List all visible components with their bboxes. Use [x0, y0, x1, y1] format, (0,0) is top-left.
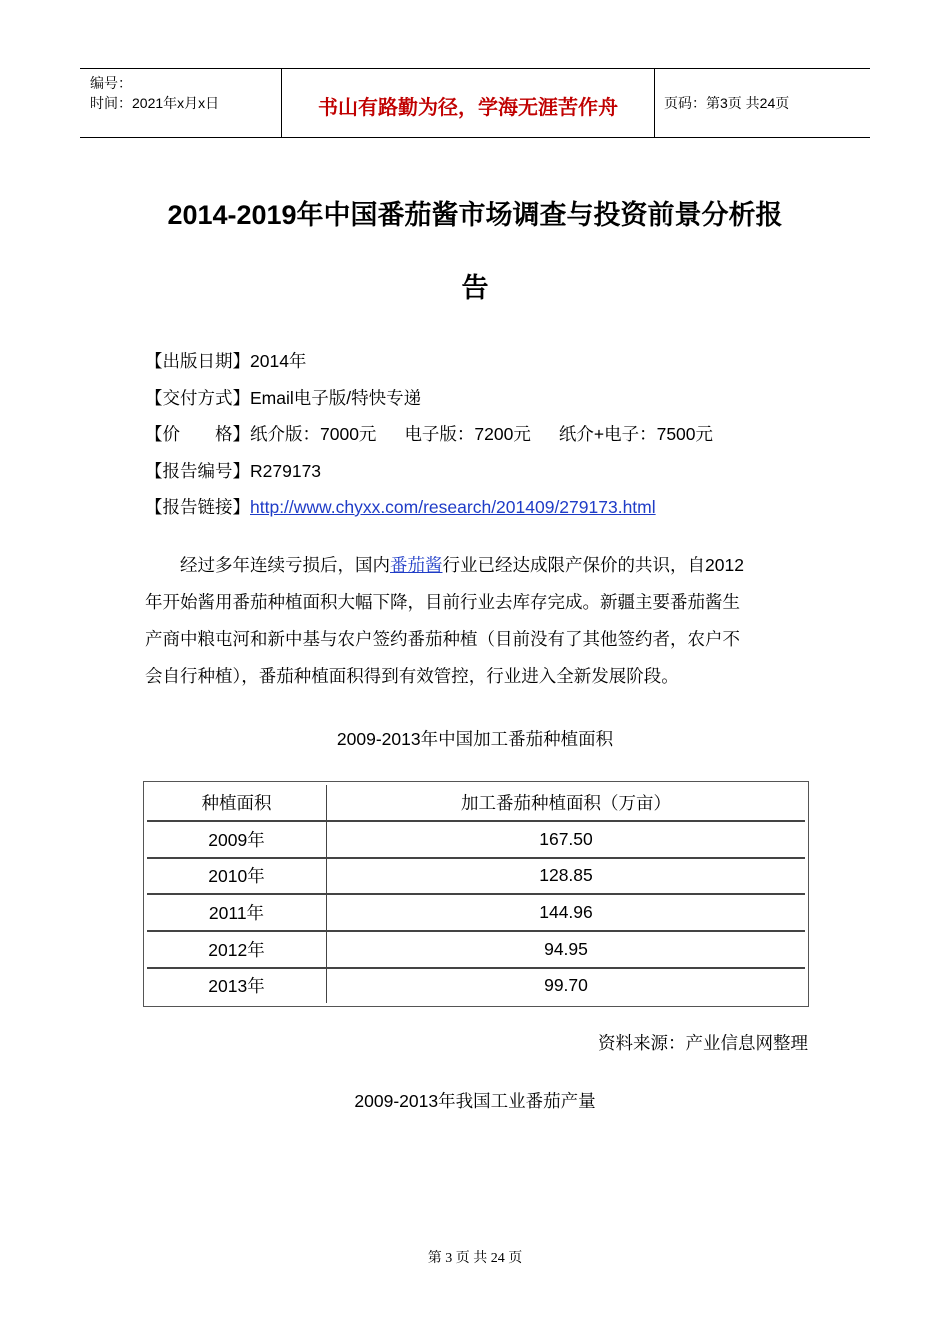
value-cell: 167.50 [327, 822, 805, 859]
value-cell: 99.70 [544, 975, 588, 996]
info-value: 2014年 [250, 351, 307, 371]
planting-area-table [143, 781, 809, 1007]
info-value: Email电子版/特快专递 [250, 388, 422, 408]
info-key: 【价 格】 [145, 424, 250, 444]
header-page-number: 页码：第3页 共24页 [664, 95, 790, 111]
table-header-row [147, 785, 805, 822]
paragraph-line: 年开始酱用番茄种植面积大幅下降，目前行业去库存完成。新疆主要番茄酱生 [145, 592, 740, 612]
paragraph-line: 产商中粮屯河和新中基与农户签约番茄种植（目前没有了其他签约者，农户不 [145, 629, 740, 649]
year-cell: 2011年 [147, 895, 327, 932]
second-table-caption: 2009-2013年我国工业番茄产量 [354, 1091, 596, 1111]
year-cell: 2009年 [147, 822, 327, 859]
page-header [80, 68, 870, 138]
table-row [147, 859, 805, 896]
header-divider [654, 69, 655, 137]
document-title-line2: 告 [461, 273, 489, 303]
info-delivery [145, 386, 421, 410]
tomato-sauce-link[interactable]: 番茄酱 [390, 555, 443, 575]
value-cell: 94.95 [327, 932, 805, 969]
info-key: 【出版日期】 [145, 351, 250, 371]
price-paper: 纸介版：7000元 [250, 424, 377, 444]
info-key: 【交付方式】 [145, 388, 250, 408]
header-number: 编号： [90, 75, 132, 91]
info-key: 【报告链接】 [145, 497, 250, 517]
paragraph-text: 经过多年连续亏损后，国内 [180, 555, 390, 575]
info-pub-date [145, 349, 306, 373]
info-key: 【报告编号】 [145, 461, 250, 481]
header-meta [90, 73, 219, 113]
report-link[interactable]: http://www.chyxx.com/research/201409/279173.html [250, 497, 656, 517]
price-electronic: 电子版：7200元 [404, 424, 531, 444]
page-footer: 第 3 页 共 24 页 [427, 1251, 523, 1266]
table-row [147, 969, 805, 1003]
document-title-line1: 2014-2019年中国番茄酱市场调查与投资前景分析报 [167, 200, 783, 230]
year-cell: 2012年 [147, 932, 327, 969]
data-source-note: 资料来源：产业信息网整理 [598, 1033, 808, 1053]
paragraph-text: 行业已经达成限产保价的共识，自2012 [442, 555, 744, 575]
body-paragraph [145, 547, 809, 695]
paragraph-line [145, 547, 809, 584]
column-header: 加工番茄种植面积（万亩） [327, 785, 805, 822]
value-cell: 144.96 [327, 895, 805, 932]
year-cell: 2010年 [147, 859, 327, 896]
table-row [147, 932, 805, 969]
column-header: 种植面积 [147, 785, 327, 822]
table-caption: 2009-2013年中国加工番茄种植面积 [336, 729, 614, 749]
table-row [147, 895, 805, 932]
value-cell: 128.85 [327, 859, 805, 896]
info-price [145, 422, 741, 446]
header-time: 时间：2021年x月x日 [90, 95, 220, 111]
paragraph-line: 会自行种植），番茄种植面积得到有效管控，行业进入全新发展阶段。 [145, 666, 679, 686]
info-value: R279173 [250, 461, 322, 481]
price-both: 纸介+电子：7500元 [558, 424, 714, 444]
info-report-number [145, 459, 321, 483]
table-row [147, 822, 805, 859]
header-motto: 书山有路勤为径，学海无涯苦作舟 [318, 97, 618, 119]
year-cell: 2013年 [147, 969, 327, 1003]
info-report-link [145, 495, 656, 519]
